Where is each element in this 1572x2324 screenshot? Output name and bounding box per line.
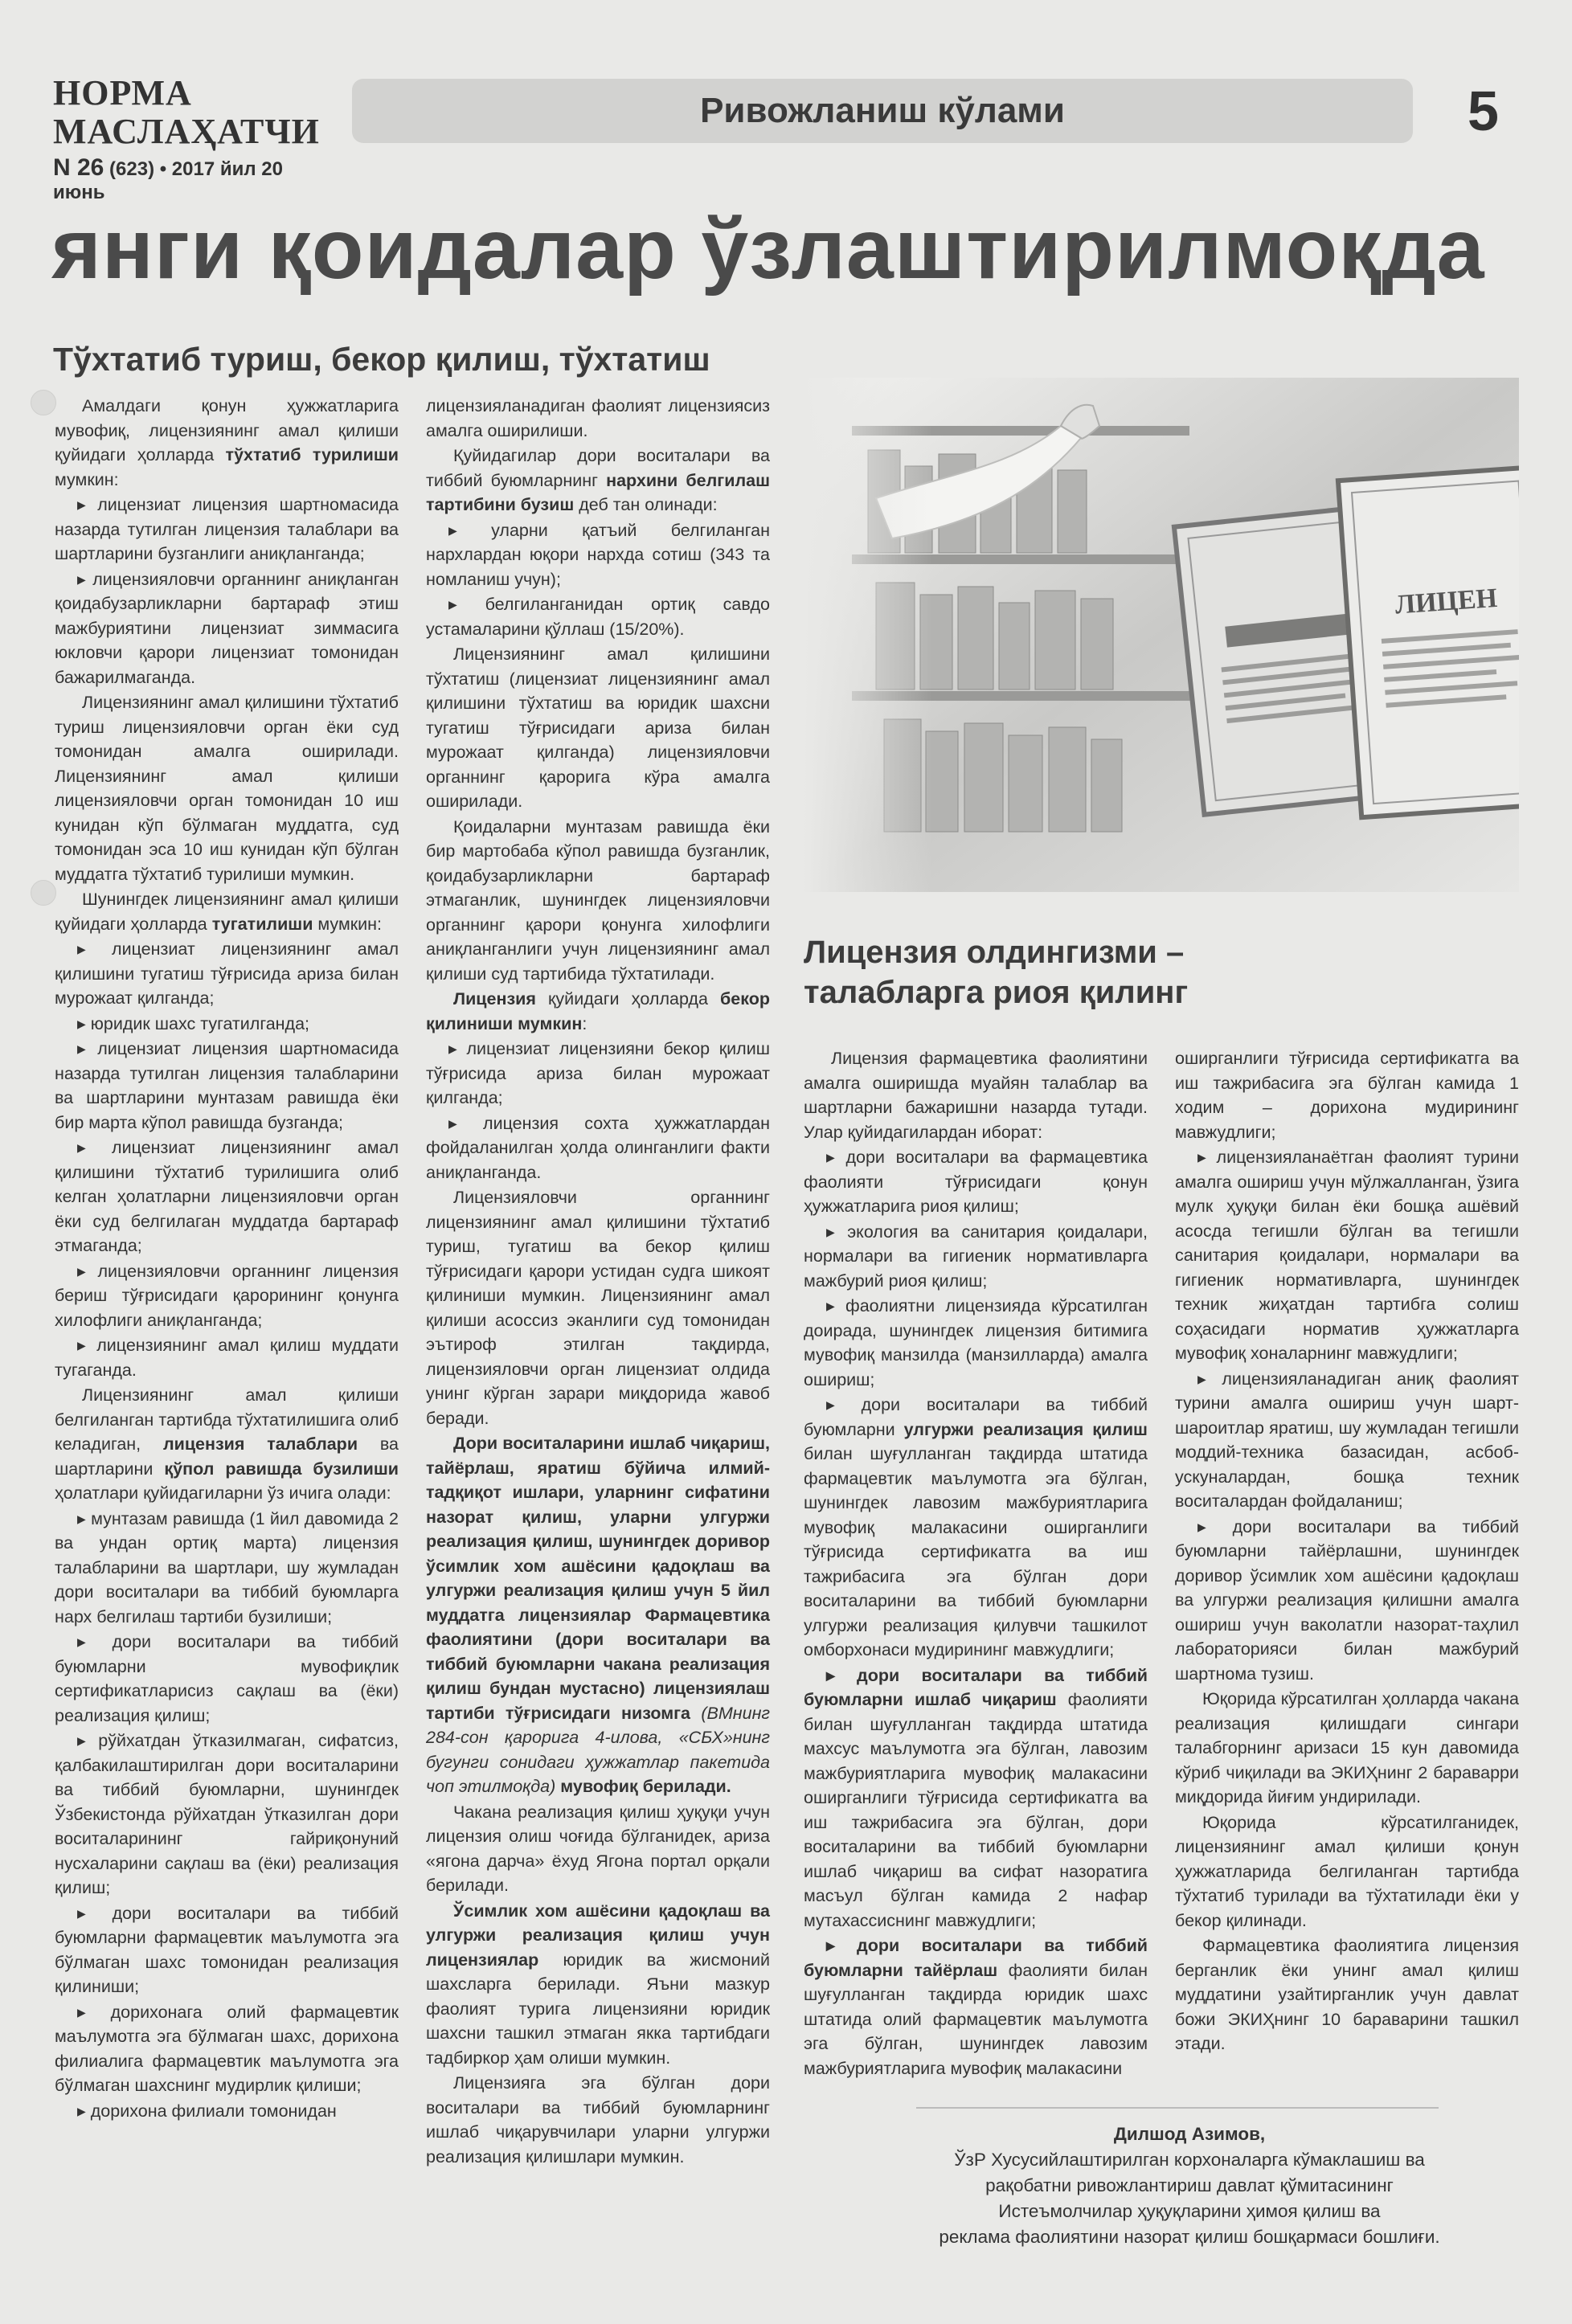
- newspaper-title: НОРМА МАСЛАҲАТЧИ: [53, 73, 320, 151]
- author-position-line: ЎзР Хусусийлаштирилган корхоналарга кўмаклашиш ва: [954, 2150, 1425, 2170]
- list-item: ▸ белгиланганидан ортиқ савдо устамаларини қўллаш (15/20%).: [426, 595, 770, 639]
- paragraph: оширганлиги тўғрисида сертификатга ва иш тажрибасига эга бўлган камида 1 ходим – дорихона мудирининг мавжудлиги;: [1175, 1049, 1519, 1142]
- article-column-3: [804, 1046, 1148, 2081]
- list-item: ▸ дори воситалари ва тиббий буюмларни тайёрлаш фаолияти билан шуғулланган тақдирда юридик шахс штатида олий фармацевтик маълумотга эга бўлган, шунингдек лавозим мажбуриятларига мувофиқ малакасини: [804, 1936, 1148, 2078]
- list-item: ▸ дори воситалари ва тиббий буюмларни ишлаб чиқариш фаолияти билан шуғулланган тақдирда штатида махсус маълумотга эга бўлган, лавозим мажбуриятларига мувофиқ малакасини оширганлиги тўғрисида сертификатга ва иш тажрибасига эга бўлган, дори воситаларини ва тиббий буюмларни ишлаб чиқариш ва сифат назоратига масъул бўлган камида 2 нафар мутахассиснинг мавжудлиги;: [804, 1665, 1148, 1930]
- author-position-line: Истеъмолчилар ҳуқуқларини ҳимоя қилиш ва: [998, 2201, 1381, 2221]
- article-column-2: [426, 394, 770, 2170]
- paragraph: Амалдаги қонун ҳужжатларига мувофиқ, лицензиянинг амал қилиши қуйидаги ҳолларда тўхтатиб турилиши мумкин:: [55, 396, 399, 489]
- section-title-1: Тўхтатиб туриш, бекор қилиш, тўхтатиш: [53, 341, 710, 378]
- list-item: ▸ лицензияловчи органнинг лицензия бериш тўғрисидаги қарорининг қонунга хилофлиги аниқланганда;: [55, 1261, 399, 1330]
- paragraph: Лицензиянинг амал қилиши белгиланган тартибда тўхтатилишига олиб келадиган, лицензия талаблари ва шартларини қўпол равишда бузилиши ҳолатлари қуйидагиларни ўз ичига олади:: [55, 1385, 399, 1503]
- list-item: ▸ дорихонага олий фармацевтик маълумотга эга бўлмаган шахс, дорихона филиалига фармацевтик маълумотга эга бўлмаган шахснинг мудирлик қилиши;: [55, 2002, 399, 2095]
- binder-hole: [31, 880, 56, 906]
- list-item: ▸ лицензияланаётган фаолият турини амалга ошириш учун мўлжалланган, ўзига мулк ҳуқуқи билан ёки бошқа ашёвий асосда тегишли бўлган ва тегишли санитария қоидалари, нормалари ва гигиеник нормативларга, шунингдек техник жиҳатдан тартибга солиш соҳасидаги норматив ҳужжатларга мувофиқ хоналарнинг мавжудлиги;: [1175, 1148, 1519, 1363]
- list-item: ▸ фаолиятни лицензияда кўрсатилган доирада, шунингдек лицензия битимига мувофиқ манзилда (манзилларда) амалга ошириш;: [804, 1296, 1148, 1389]
- list-item: ▸ дори воситалари ва тиббий буюмларни улгуржи реализация қилиш билан шуғулланган тақдирда штатида фармацевтик маълумотга эга бўлган, шунингдек лавозим мажбуриятларига мувофиқ малакасини оширганлиги тўғрисида сертификатга ва иш тажрибасига эга бўлган дори воситаларини ва тиббий буюмларни улгуржи реализация қилувчи ташкилот омборхонаси мудирининг мавжудлиги;: [804, 1395, 1148, 1659]
- paragraph: лицензияланадиган фаолият лицензиясиз амалга оширилиши.: [426, 396, 770, 440]
- list-item: ▸ лицензияланадиган аниқ фаолият турини амалга ошириш учун шарт-шароитлар яратиш, шу жумладан тегишли моддий-техника базасидан, асбоб-ускуналардан, бошқа техник воситалардан фойдаланиш;: [1175, 1369, 1519, 1511]
- paragraph: Лицензия қуйидаги ҳолларда бекор қилиниши мумкин:: [426, 989, 770, 1033]
- paragraph: Лицензиянинг амал қилишини тўхтатиш (лицензиат лицензиянинг амал қилишини тўхтатиш ва юридик шахсни тугатиш тўғрисидаги ариза билан мурожаат қилганда) лицензияловчи органнинг қарорига кўра амалга оширилади.: [426, 644, 770, 811]
- list-item: ▸ лицензиат лицензия шартномасида назарда тутилган лицензия талаблари ва шартларини бузганлиги аниқланганда;: [55, 495, 399, 563]
- author-signature: [884, 2121, 1495, 2250]
- list-item: ▸ дори воситалари ва тиббий буюмларни тайёрлашни, шунингдек доривор ўсимлик хом ашёсини қадоқлаш ва улгуржи реализация қилишни амалга ошириш учун ваколатли назорат-таҳлил лабораторияси билан мажбурий шартнома тузиш.: [1175, 1516, 1519, 1684]
- list-item: ▸ лицензиат лицензиянинг амал қилишини тугатиш тўғрисида ариза билан мурожаат қилганда;: [55, 939, 399, 1008]
- list-item: ▸ лицензиат лицензия шартномасида назарда тутилган лицензия талабларини ва шартларини мунтазам равишда ёки бир марта кўпол равишда бузганда;: [55, 1039, 399, 1132]
- paragraph: Чакана реализация қилиш ҳуқуқи учун лицензия олиш чоғида бўлганидек, ариза «ягона дарча» ёхуд Ягона портал орқали берилади.: [426, 1802, 770, 1895]
- list-item: ▸ лицензия сохта ҳужжатлардан фойдаланилган ҳолда олинганлиги факти аниқланганда.: [426, 1113, 770, 1182]
- paragraph: Юқорида кўрсатилган ҳолларда чакана реализация қилишдаги сингари талабгорнинг аризаси 15 кун давомида кўриб чиқилади ва ЭКИҲнинг 2 бараварри миқдорида йиғим ундирилади.: [1175, 1689, 1519, 1806]
- author-name: Дилшод Азимов,: [1113, 2124, 1266, 2144]
- pharmacy-photo: [804, 378, 1519, 892]
- paragraph: Дори воситаларини ишлаб чиқариш, тайёрлаш, яратиш бўйича илмий-тадқиқот ишлари, уларнинг сифатини назорат қилиш, уларни улгуржи реализация қилиш, шунингдек доривор ўсимлик хом ашёсини қадоқлаш ва улгуржи реализация қилиш учун 5 йил муддатга лицензиялар Фармацевтика фаолиятини (дори воситалари ва тиббий буюмларни чакана реализация қилиш бундан мустасно) лицензиялаш тартиби тўғрисидаги низомга (ВМнинг 284-сон қарорига 4-илова, «СБХ»нинг бугунги сонидаги ҳужжатлар пакетида чоп этилмоқда) мувофиқ берилади.: [426, 1434, 771, 1796]
- issue-number: N 26: [53, 154, 104, 181]
- author-position-line: рақобатни ривожлантириш давлат қўмитасининг: [985, 2175, 1394, 2195]
- paragraph: Юқорида кўрсатилганидек, лицензиянинг амал қилиши қонун ҳужжатларида белгиланган тартибда тўхтатиб турилади ва тўхтатилади ёки у бекор қилинади.: [1175, 1812, 1519, 1930]
- paragraph: Лицензияга эга бўлган дори воситалари ва тиббий буюмларнинг ишлаб чиқарувчилари уларни улгуржи реализация қилишлари мумкин.: [426, 2073, 770, 2166]
- list-item: ▸ дори воситалари ва тиббий буюмларни мувофиқлик сертификатларисиз сақлаш ва (ёки) реализация қилиш;: [55, 1632, 399, 1725]
- rubric-bar: Ривожланиш кўлами: [352, 79, 1413, 143]
- list-item: ▸ уларни қатъий белгиланган нархлардан юқори нархда сотиш (343 та номланиш учун);: [426, 520, 770, 589]
- paragraph: Лицензия фармацевтика фаолиятини амалга оширишда муайян талаблар ва шартларни бажаришни назарда тутади. Улар қуйидагилардан иборат:: [804, 1049, 1148, 1142]
- list-item: ▸ экология ва санитария қоидалари, нормалари ва гигиеник нормативларга мажбурий риоя қилиш;: [804, 1221, 1148, 1291]
- list-item: ▸ лицензиянинг амал қилиш муддати тугаганда.: [55, 1336, 399, 1380]
- paragraph: Шунингдек лицензиянинг амал қилиши қуйидаги ҳолларда тугатилиши мумкин:: [55, 890, 399, 934]
- list-item: ▸ лицензиат лицензиянинг амал қилишини тўхтатиб турилишига олиб келган ҳолатларни лицензияловчи орган ёки суд белгилаган муддатда бартараф этмаганда;: [55, 1138, 399, 1255]
- section-title-2: Лицензия олдингизми – талабларга риоя қилинг: [804, 935, 1189, 1010]
- paragraph: Қоидаларни мунтазам равишда ёки бир мартобаба кўпол равишда бузганлик, қоидабузарликларни бартараф этмаганлик, шунингдек лицензияловчи органнинг қарори қонунга хилофлиги аниқланганлиги учун лицензиянинг амал қилиши суд тартибида тўхтатилади.: [426, 816, 770, 984]
- paragraph: Фармацевтика фаолиятига лицензия берганлик ёки унинг амал қилиш муддатини узайтирганлик учун давлат божи ЭКИҲнинг 10 бараварини ташкил этади.: [1175, 1936, 1519, 2053]
- signature-divider: [916, 2107, 1439, 2109]
- article-column-1: [55, 394, 399, 2124]
- paragraph: Ўсимлик хом ашёсини қадоқлаш ва улгуржи реализация қилиш учун лицензиялар юридик ва жисмоний шахсларга берилади. Яъни мазкур фаолият турига лицензияни юридик шахсни ташкил этмаган якка тартибдаги тадбиркор ҳам олиши мумкин.: [426, 1901, 770, 2068]
- page-number: 5: [1468, 80, 1499, 142]
- article-column-4: [1175, 1046, 1519, 2057]
- headline: янги қоидалар ўзлаштирилмоқда: [51, 202, 1485, 297]
- paragraph: Қуйидагилар дори воситалари ва тиббий буюмларнинг нархини белгилаш тартибини бузиш деб тан олинади:: [426, 446, 770, 514]
- binder-hole: [31, 390, 56, 415]
- list-item: ▸ дори воситалари ва тиббий буюмларни фармацевтик маълумотга эга бўлмаган шахс томонидан реализация қилиниши;: [55, 1903, 399, 1996]
- list-item: ▸ юридик шахс тугатилганда;: [77, 1013, 310, 1033]
- list-item: ▸ лицензияловчи органнинг аниқланган қоидабузарликларни бартараф этиш мажбуриятини лицензиат зиммасига юкловчи қарори лицензиат томонидан бажарилмаганда.: [55, 569, 399, 687]
- list-item: ▸ дорихона филиали томонидан: [77, 2101, 337, 2121]
- list-item: ▸ лицензиат лицензияни бекор қилиш тўғрисида ариза билан мурожаат қилганда;: [426, 1039, 770, 1107]
- paragraph: Лицензиянинг амал қилишини тўхтатиб туриш лицензияловчи орган ёки суд томонидан амалга оширилади. Лицензиянинг амал қилиши лицензияловчи орган томонидан 10 иш кунидан кўп бўлмаган муддатга, суд томонидан эса 10 иш кунидан кўп бўлган муддатга тўхтатиб турилиши мумкин.: [55, 693, 399, 884]
- list-item: ▸ рўйхатдан ўтказилмаган, сифатсиз, қалбакилаштирилган дори воситаларини ва тиббий буюмларни, шунингдек Ўзбекистонда рўйхатдан ўтказилган дори воситаларининг гайриқонуний нусхаларини сақлаш ва (ёки) реализация қилиш;: [55, 1731, 399, 1897]
- paragraph: Лицензияловчи органнинг лицензиянинг амал қилишини тўхтатиб туриш, тугатиш ва бекор қилиш тўғрисидаги қарори устидан судга шикоят қилиниши мумкин. Лицензиянинг амал қилиши асоссиз эканлиги суд томонидан эътироф этилган тақдирда, лицензияловчи орган лицензиат олдида унинг кўрган зарари миқдорида жавоб беради.: [426, 1188, 770, 1428]
- photo-illustration: [804, 378, 1519, 892]
- masthead: [53, 74, 326, 204]
- issue-info: [53, 154, 326, 204]
- list-item: ▸ дори воситалари ва фармацевтика фаолияти тўғрисидаги қонун ҳужжатларига риоя қилиш;: [804, 1148, 1148, 1216]
- list-item: ▸ мунтазам равишда (1 йил давомида 2 ва ундан ортиқ марта) лицензия талабларини ва шартлари, шу жумладан дори воситалари ва тиббий буюмларга нарх белгилаш тартиби бузилиши;: [55, 1508, 399, 1626]
- issue-date: (623) • 2017 йил 20 июнь: [53, 158, 283, 203]
- author-position-line: реклама фаолиятини назорат қилиш бошқармаси бошлиғи.: [939, 2227, 1440, 2247]
